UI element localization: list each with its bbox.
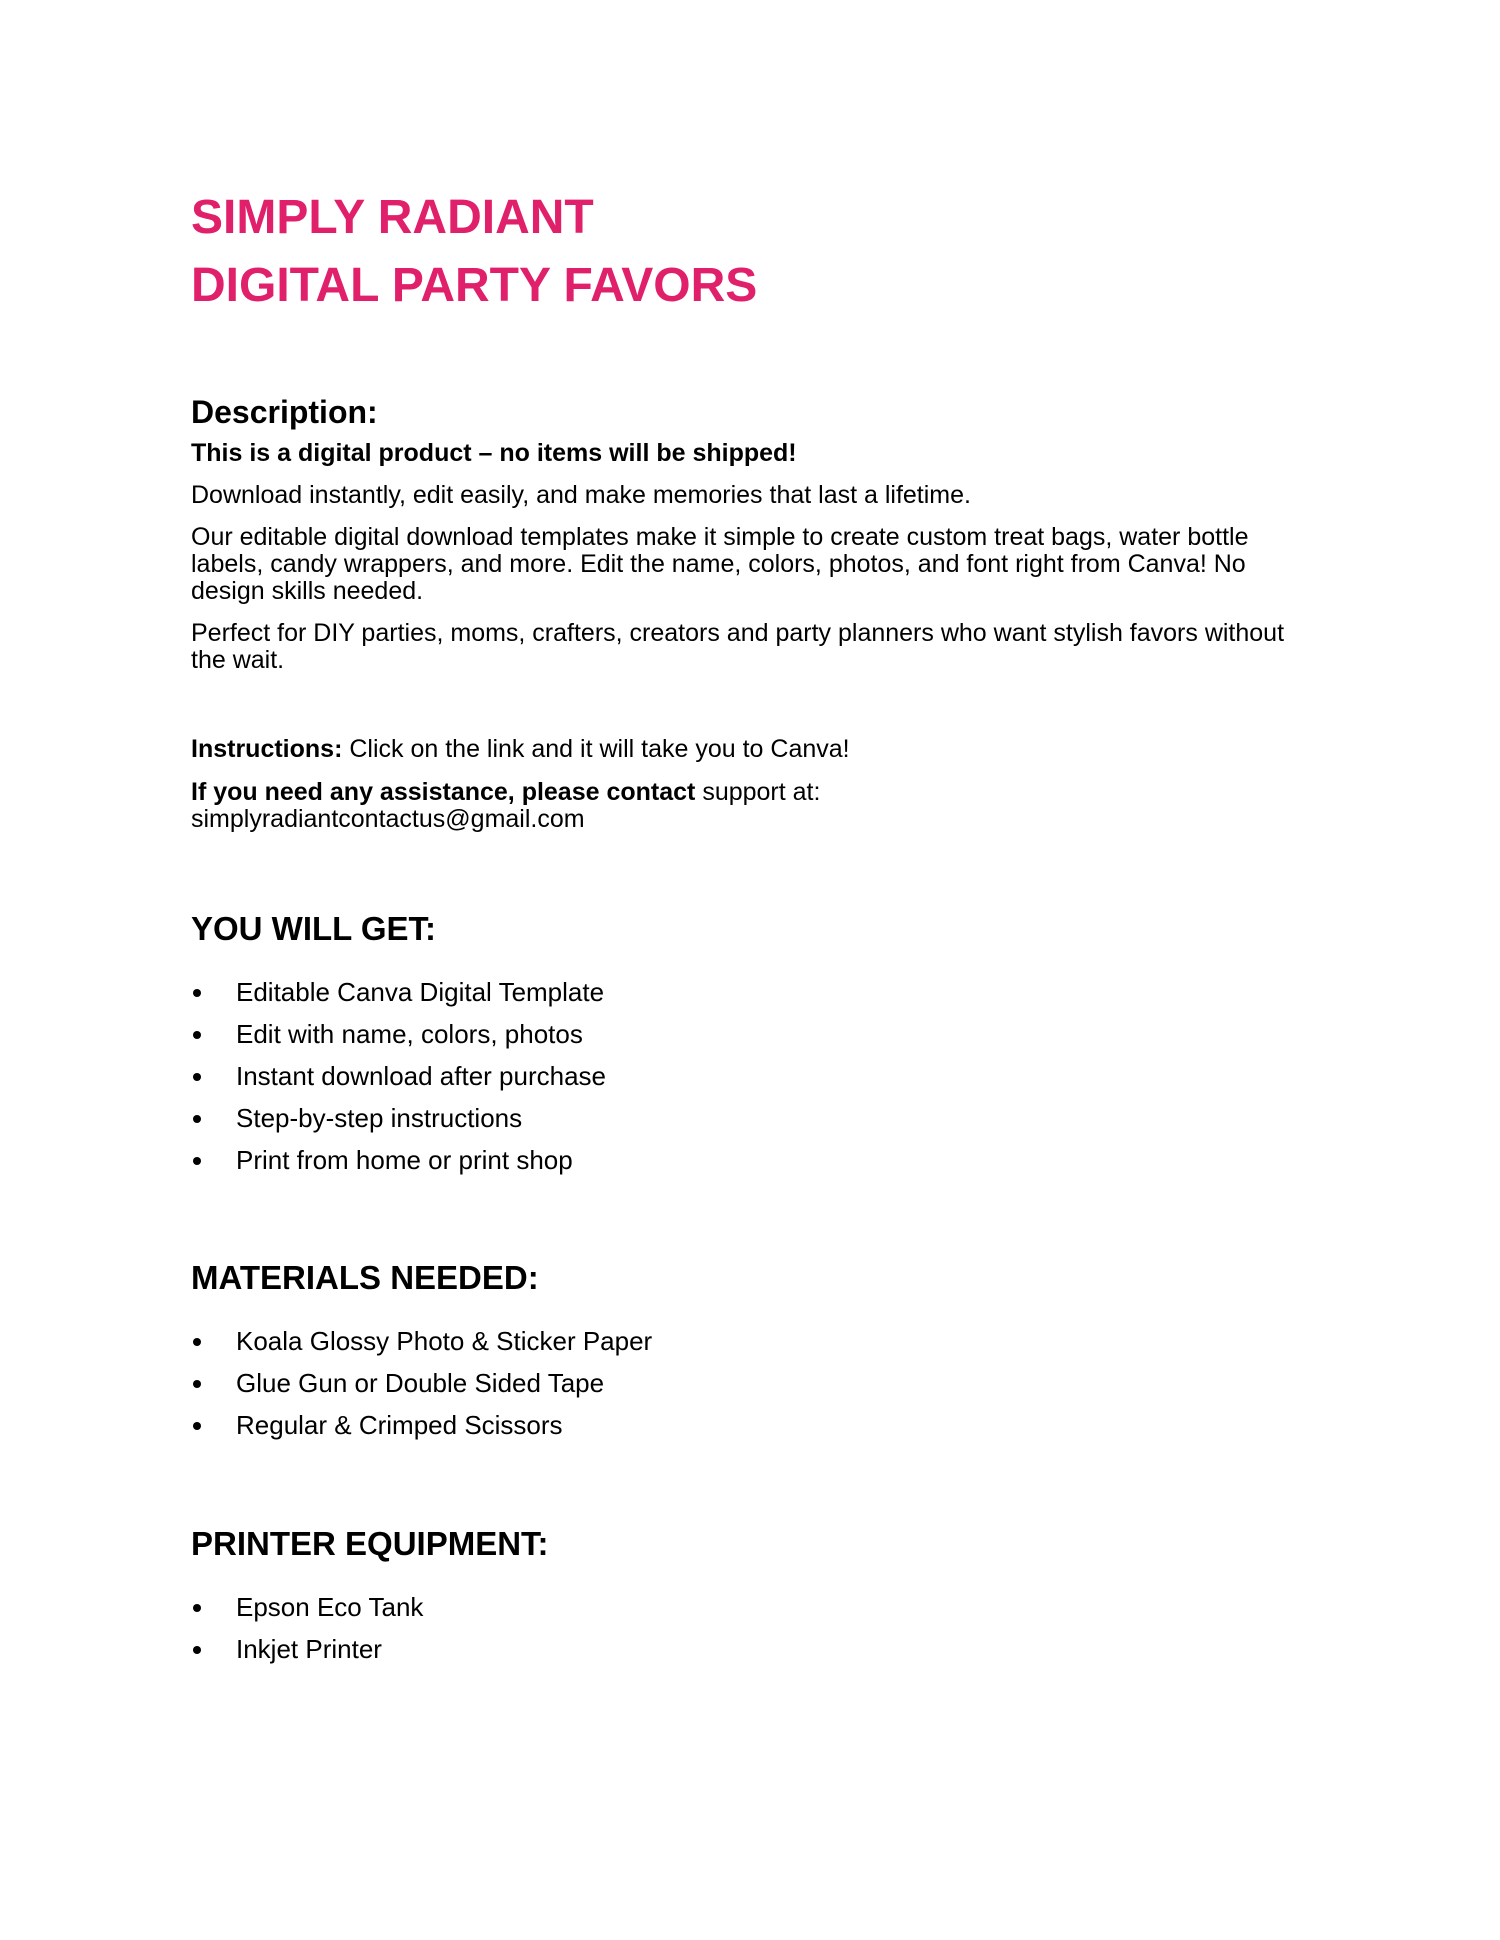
title-line-1: SIMPLY RADIANT <box>191 191 594 244</box>
list-item-label: Koala Glossy Photo & Sticker Paper <box>236 1326 653 1356</box>
list-item-label: Edit with name, colors, photos <box>236 1019 583 1049</box>
materials-heading: MATERIALS NEEDED: <box>191 1259 539 1296</box>
list-item-label: Epson Eco Tank <box>236 1592 424 1622</box>
description-paragraph-2: Our editable digital download templates make it simple to create custom treat bags, water bottle labels, candy wrappers, and more. Edit the name, colors, photos, and font right from Canva! No design skills needed. <box>191 523 1249 605</box>
materials-list <box>191 1320 1321 1446</box>
list-item-label: Step-by-step instructions <box>236 1103 523 1133</box>
bullet-icon <box>193 1380 201 1388</box>
instructions-line <box>191 736 1321 763</box>
document-title <box>191 184 1321 320</box>
list-item-label: Editable Canva Digital Template <box>236 977 605 1007</box>
bullet-icon <box>193 1422 201 1430</box>
printer-list <box>191 1586 1321 1670</box>
list-item <box>191 1013 1321 1055</box>
you-will-get-heading: YOU WILL GET: <box>191 910 437 947</box>
document-page <box>191 184 1321 1670</box>
bullet-icon <box>193 1338 201 1346</box>
list-item <box>191 1404 1321 1446</box>
bullet-icon <box>193 1646 201 1654</box>
printer-heading: PRINTER EQUIPMENT: <box>191 1525 549 1562</box>
instructions-label: Instructions: <box>191 735 343 763</box>
list-item <box>191 971 1321 1013</box>
contact-label: If you need any assistance, please contact <box>191 778 696 806</box>
you-will-get-list <box>191 971 1321 1181</box>
description-heading: Description: <box>191 394 378 430</box>
digital-product-notice: This is a digital product – no items will be shipped! <box>191 439 797 467</box>
list-item <box>191 1139 1321 1181</box>
contact-line <box>191 779 1321 833</box>
list-item-label: Instant download after purchase <box>236 1061 607 1091</box>
bullet-icon <box>193 1115 201 1123</box>
bullet-icon <box>193 1073 201 1081</box>
support-email: simplyradiantcontactus@gmail.com <box>191 805 585 833</box>
title-line-2: DIGITAL PARTY FAVORS <box>191 259 758 312</box>
description-paragraph-3: Perfect for DIY parties, moms, crafters, creators and party planners who want stylish favors without the wait. <box>191 619 1285 674</box>
list-item <box>191 1628 1321 1670</box>
you-will-get-section <box>191 909 1321 1181</box>
bullet-icon <box>193 989 201 997</box>
description-section <box>191 392 1321 674</box>
list-item-label: Glue Gun or Double Sided Tape <box>236 1368 605 1398</box>
list-item <box>191 1362 1321 1404</box>
bullet-icon <box>193 1157 201 1165</box>
list-item <box>191 1320 1321 1362</box>
instructions-section <box>191 736 1321 833</box>
list-item <box>191 1097 1321 1139</box>
instructions-text: Click on the link and it will take you to Canva! <box>342 735 850 763</box>
description-paragraph-1: Download instantly, edit easily, and make memories that last a lifetime. <box>191 481 971 509</box>
contact-text: support at: <box>695 778 821 806</box>
bullet-icon <box>193 1604 201 1612</box>
list-item <box>191 1055 1321 1097</box>
list-item-label: Print from home or print shop <box>236 1145 573 1175</box>
list-item-label: Regular & Crimped Scissors <box>236 1410 563 1440</box>
list-item-label: Inkjet Printer <box>236 1634 382 1664</box>
printer-section <box>191 1524 1321 1670</box>
list-item <box>191 1586 1321 1628</box>
materials-section <box>191 1258 1321 1446</box>
bullet-icon <box>193 1031 201 1039</box>
